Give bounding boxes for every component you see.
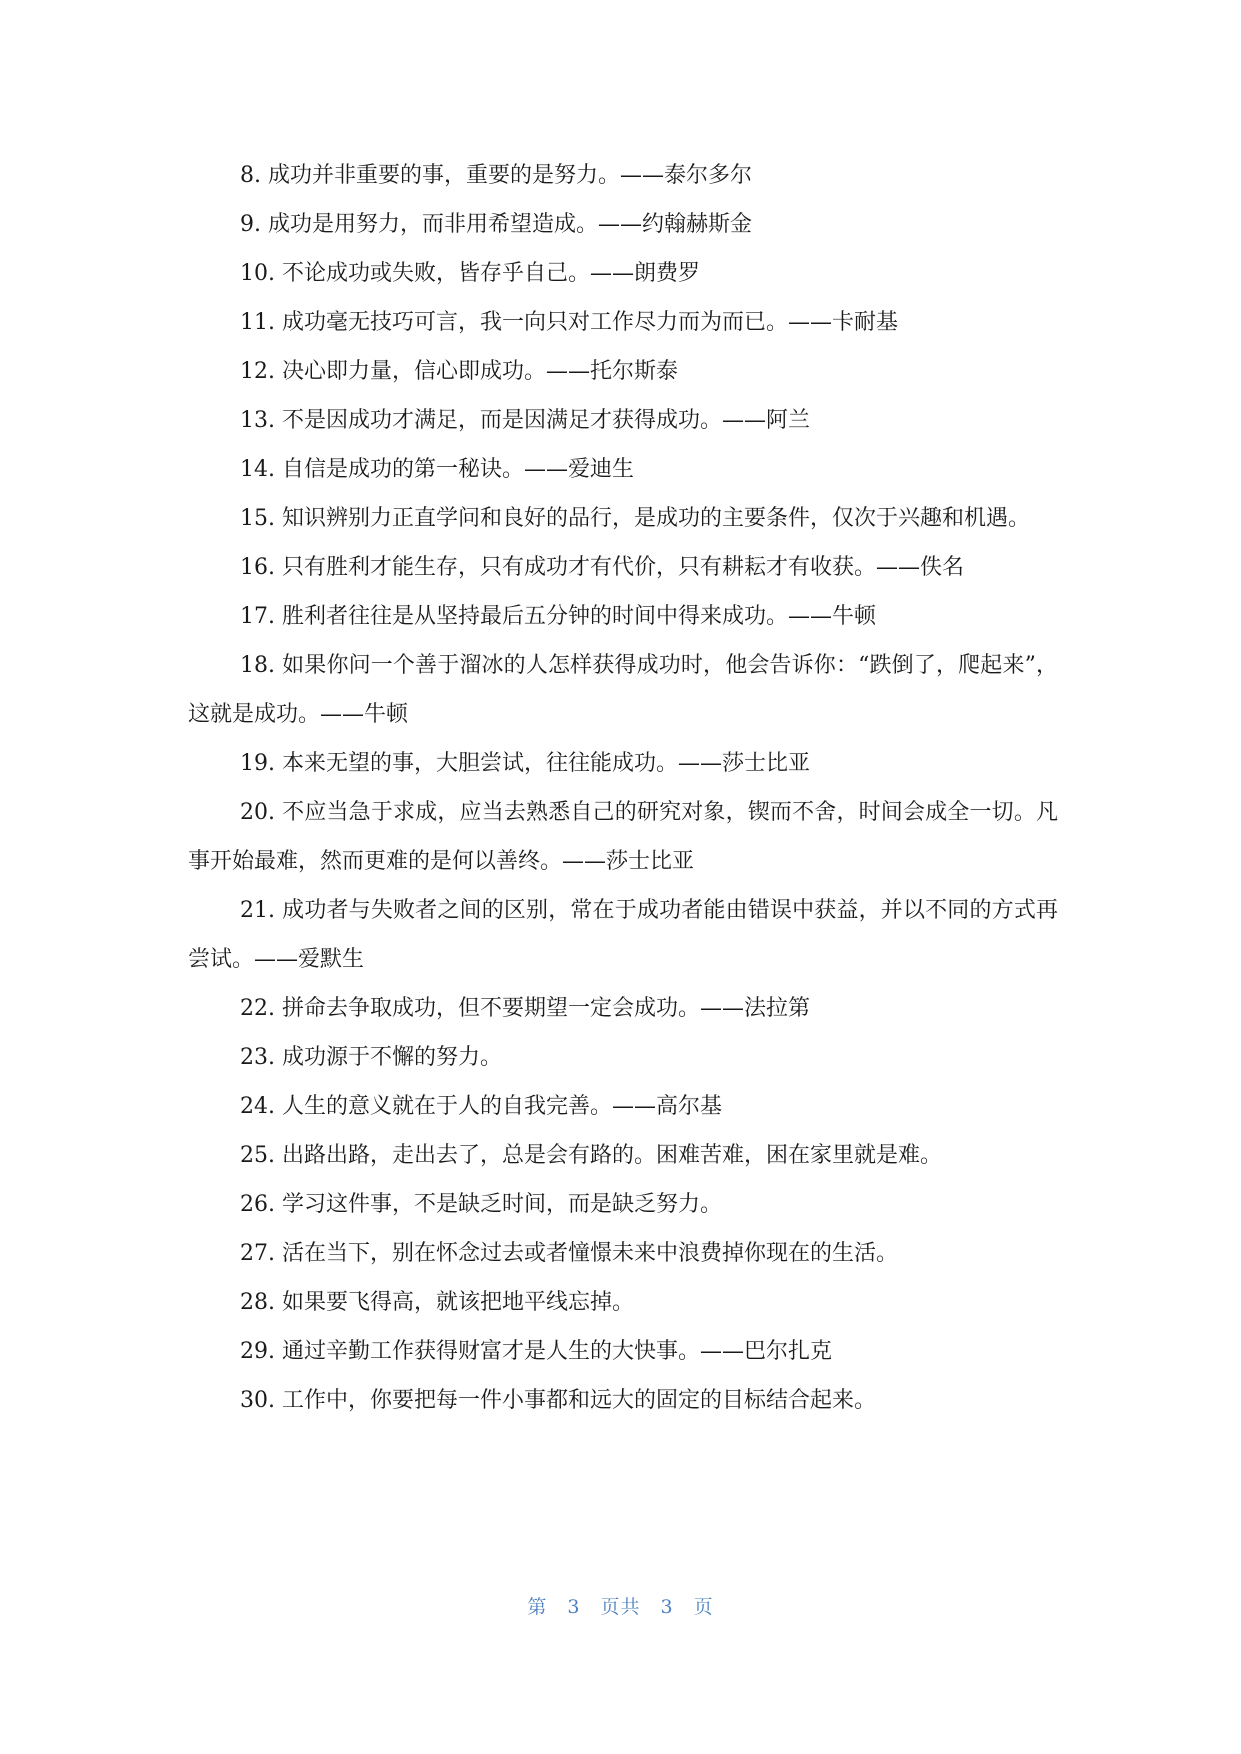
list-item: 23. 成功源于不懈的努力。 xyxy=(240,1045,502,1070)
list-item: 14. 自信是成功的第一秘诀。——爱迪生 xyxy=(240,457,634,482)
list-item: 20. 不应当急于求成，应当去熟悉自己的研究对象，锲而不舍，时间会成全一切。凡事开始最难，然而更难的是何以善终。——莎士比亚 xyxy=(188,800,1058,874)
list-item: 18. 如果你问一个善于溜冰的人怎样获得成功时，他会告诉你：“跌倒了，爬起来”，这就是成功。——牛顿 xyxy=(188,653,1058,727)
list-item: 27. 活在当下，别在怀念过去或者憧憬未来中浪费掉你现在的生活。 xyxy=(240,1241,898,1266)
footer-middle: 页共 xyxy=(600,1596,641,1618)
list-item: 12. 决心即力量，信心即成功。——托尔斯泰 xyxy=(240,359,678,384)
list-item: 13. 不是因成功才满足，而是因满足才获得成功。——阿兰 xyxy=(240,408,810,433)
list-item: 28. 如果要飞得高，就该把地平线忘掉。 xyxy=(240,1290,634,1315)
list-item: 26. 学习这件事，不是缺乏时间，而是缺乏努力。 xyxy=(240,1192,722,1217)
list-item: 16. 只有胜利才能生存，只有成功才有代价，只有耕耘才有收获。——佚名 xyxy=(240,555,964,580)
footer-current-page: 3 xyxy=(567,1596,581,1618)
list-item: 9. 成功是用努力，而非用希望造成。——约翰赫斯金 xyxy=(240,212,752,237)
footer-total-pages: 3 xyxy=(660,1596,674,1618)
document-body xyxy=(188,151,1058,1425)
list-item: 15. 知识辨别力正直学问和良好的品行，是成功的主要条件，仅次于兴趣和机遇。 xyxy=(240,506,1030,531)
list-item: 17. 胜利者往往是从坚持最后五分钟的时间中得来成功。——牛顿 xyxy=(240,604,876,629)
list-item: 10. 不论成功或失败，皆存乎自己。——朗费罗 xyxy=(240,261,700,286)
list-item: 24. 人生的意义就在于人的自我完善。——高尔基 xyxy=(240,1094,722,1119)
list-item: 19. 本来无望的事，大胆尝试，往往能成功。——莎士比亚 xyxy=(240,751,810,776)
list-item: 22. 拼命去争取成功，但不要期望一定会成功。——法拉第 xyxy=(240,996,810,1021)
list-item: 30. 工作中，你要把每一件小事都和远大的固定的目标结合起来。 xyxy=(240,1388,876,1413)
footer-prefix: 第 xyxy=(527,1596,548,1618)
list-item: 29. 通过辛勤工作获得财富才是人生的大快事。——巴尔扎克 xyxy=(240,1339,832,1364)
list-item: 11. 成功毫无技巧可言，我一向只对工作尽力而为而已。——卡耐基 xyxy=(240,310,898,335)
list-item: 25. 出路出路，走出去了，总是会有路的。困难苦难，困在家里就是难。 xyxy=(240,1143,942,1168)
list-item: 8. 成功并非重要的事，重要的是努力。——泰尔多尔 xyxy=(240,163,752,188)
list-item: 21. 成功者与失败者之间的区别，常在于成功者能由错误中获益，并以不同的方式再尝试。——爱默生 xyxy=(188,898,1058,972)
footer-suffix: 页 xyxy=(693,1596,714,1618)
page-footer xyxy=(0,1592,1241,1619)
